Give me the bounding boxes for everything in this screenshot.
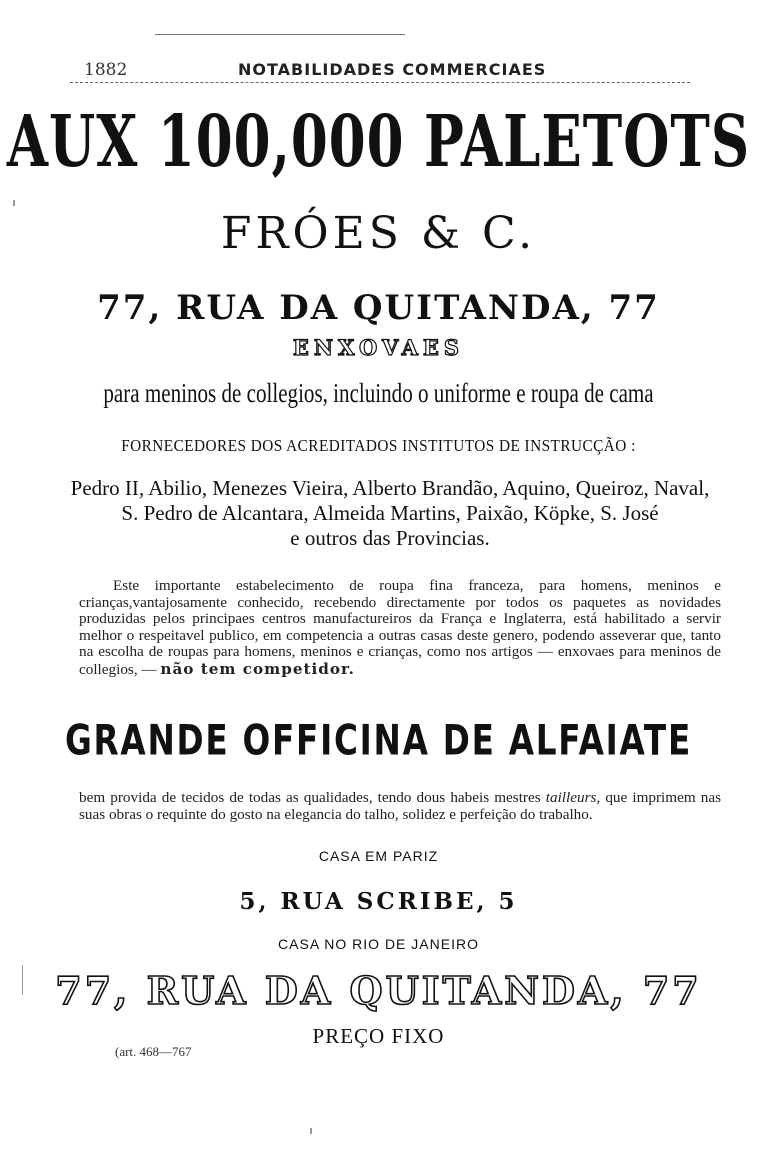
enxovaes-heading: ENXOVAES [292, 335, 465, 360]
tailor-text-after: que imprimem nas suas obras o requinte do gosto na elegancia do talho, solidez e perfeição do trabalho. [79, 789, 722, 823]
institutes-line: Pedro II, Abilio, Menezes Vieira, Alberto Brandão, Aquino, Queiroz, Naval, [70, 476, 710, 500]
description-emphasis: não tem competidor. [160, 659, 355, 678]
rio-house-label: CASA NO RIO DE JANEIRO [278, 936, 479, 952]
subtitle-line: para meninos de collegios, incluindo o uniforme e roupa de cama [103, 378, 654, 408]
firm-name: FRÓES & C. [220, 208, 537, 259]
print-speck [22, 965, 23, 995]
page-year: 1882 [84, 60, 128, 80]
paris-address: 5, RUA SCRIBE, 5 [239, 888, 518, 915]
rio-address: 77, RUA DA QUITANDA, 77 [55, 968, 702, 1013]
headline: AUX 100,000 PALETOTS [6, 100, 751, 184]
tailor-text-before: bem provida de tecidos de todas as qualidades, tendo dous habeis mestres [79, 789, 541, 806]
article-reference: (art. 468—767 [115, 1044, 192, 1059]
institutes-line: S. Pedro de Alcantara, Almeida Martins, Paixão, Köpke, S. José [121, 501, 659, 525]
print-speck [310, 1128, 312, 1134]
description-text: Este importante estabelecimento de roupa fina franceza, para homens, meninos e crianças,vantajosamente conhecido, recebendo directamente por todos os paquetes as novidades produzidas pelos principaes centros manufactureiros da França e Inglaterra, está habilitado a servir melhor o respeitavel publico, em competencia a outras casas deste genero, podendo asseverar que, tanto na escolha de roupas para homens, meninos e crianças, como nos artigos — enxovaes para meninos de collegios, — [79, 577, 721, 678]
page-header [0, 58, 757, 84]
paris-house-label: CASA EM PARIZ [318, 848, 439, 864]
description-paragraph [79, 578, 721, 679]
tailor-italic-word: tailleurs, [545, 789, 601, 806]
print-speck [13, 200, 15, 206]
page-header-title: NOTABILIDADES COMMERCIAES [238, 60, 547, 79]
tailor-paragraph [79, 790, 721, 823]
fixed-price-label: PREÇO FIXO [312, 1024, 445, 1048]
tailor-heading: GRANDE OFFICINA DE ALFAIATE [65, 715, 692, 765]
main-address: 77, RUA DA QUITANDA, 77 [97, 288, 660, 328]
top-rule [155, 34, 405, 35]
fornecedores-heading: FORNECEDORES DOS ACREDITADOS INSTITUTOS DE INSTRUCÇÃO : [121, 436, 636, 455]
institutes-line: e outros das Provincias. [290, 526, 490, 550]
header-rule [70, 82, 690, 83]
institutes-list [60, 476, 720, 551]
